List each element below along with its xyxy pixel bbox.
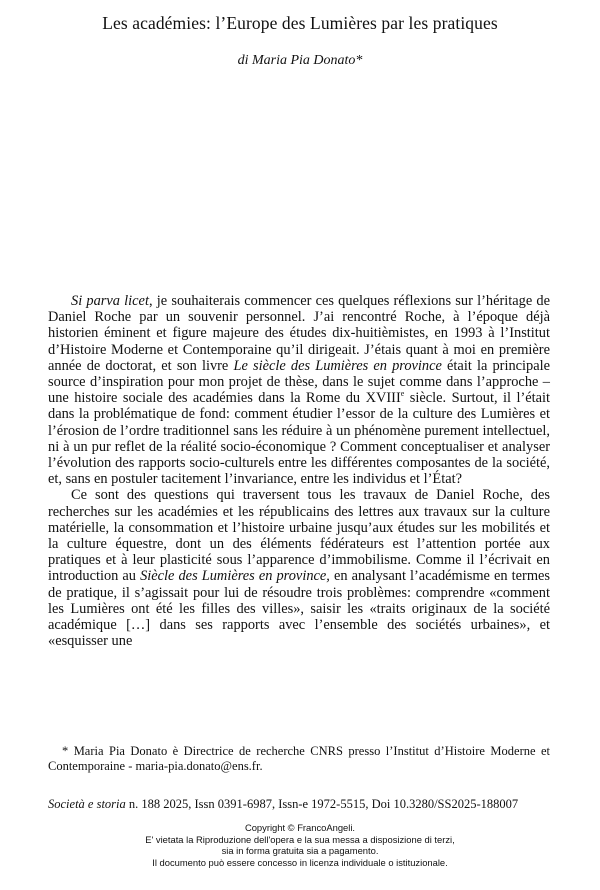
body-text-segment: en analysant l’académisme en termes de pratique, il s’agissait pour lui de résoudre trois problèmes: comprendre «comment les Lumières ont été les filles des villes», saisir les «traits originaux de la société académique […] dans ses rapports avec l’ensemble des sociétés urbaines», et «esquisser une xyxy=(48,568,550,650)
footnote-text: * Maria Pia Donato è Directrice de recherche CNRS presso l’Institut d’Histoire Moderne et Contemporaine - maria-pia.donato@ens.fr. xyxy=(48,744,550,773)
latin-phrase: Si parva licet xyxy=(71,293,149,309)
article-author: di Maria Pia Donato* xyxy=(237,53,363,68)
body-paragraph-1 xyxy=(48,293,550,487)
journal-name: Società e storia xyxy=(48,797,126,811)
journal-citation xyxy=(48,797,558,812)
journal-details: n. 188 2025, Issn 0391-6987, Issn-e 1972-5515, Doi 10.3280/SS2025-188007 xyxy=(125,797,519,811)
copyright-notice xyxy=(0,822,600,869)
body-text-segment: , je souhaiterais commencer ces quelques réflexions sur l’héritage de Daniel Roche par un souvenir personnel. J’ai rencontré Roche, à l’époque déjà historien éminent et figure majeure des études dix-huitièmistes, en 1993 à l’Institut d’Histoire Moderne et Contemporaine qu’il dirigeait. J’étais quant à moi en première année de doctorat, et son livre xyxy=(48,293,550,374)
superscript: e xyxy=(400,389,405,399)
book-title: Siècle des Lumières en province, xyxy=(140,568,330,585)
body-text-segment: était la principale source d’inspiration pour mon projet de thèse, dans le sujet comme dans l’approche – une histoire sociale des académies dans la Rome du XVIII xyxy=(48,357,551,407)
copyright-line-1: Copyright © FrancoAngeli. xyxy=(244,822,356,833)
book-title: Le siècle des Lumières en province xyxy=(233,357,442,374)
article-title: Les académies: l’Europe des Lumières par les pratiques xyxy=(102,13,498,33)
body-text-segment: Ce sont des questions qui traversent tous les travaux de Daniel Roche, des recherches sur les académies et les républicains des lettres aux travaux sur la culture matérielle, la consommation et l’histoire urbaine jusqu’aux études sur les mobilités et la culture équestre, dont un des éléments fédérateurs est l’attention portée aux pratiques et à leur plasticité sous l’apparence d’immobilisme. Comme il l’écrivait en introduction au xyxy=(48,487,550,585)
article-body xyxy=(48,293,550,649)
copyright-line-4: Il documento può essere concesso in licenza individuale o istituzionale. xyxy=(152,857,448,869)
body-paragraph-2 xyxy=(48,487,550,649)
copyright-line-3: sia in forma gratuita sia a pagamento. xyxy=(221,845,379,857)
copyright-line-2: E' vietata la Riproduzione dell'opera e la sua messa a disposizione di terzi, xyxy=(145,833,455,845)
body-text-segment: siècle. Surtout, il l’était dans la problématique de fond: comment étudier l’essor de la culture des Lumières et l’érosion de l’ordre traditionnel sans les réduire à un phénomène purement intellectuel, ni à un pur reflet de la réalité socio-économique ? Comment conceptualiser et analyser l’évolution des rapports socio-culturels entre les différentes composantes de la société, et, sans en postuler tacitement l’invariance, entre les individus et l’État? xyxy=(48,390,550,488)
footnote xyxy=(48,744,550,774)
